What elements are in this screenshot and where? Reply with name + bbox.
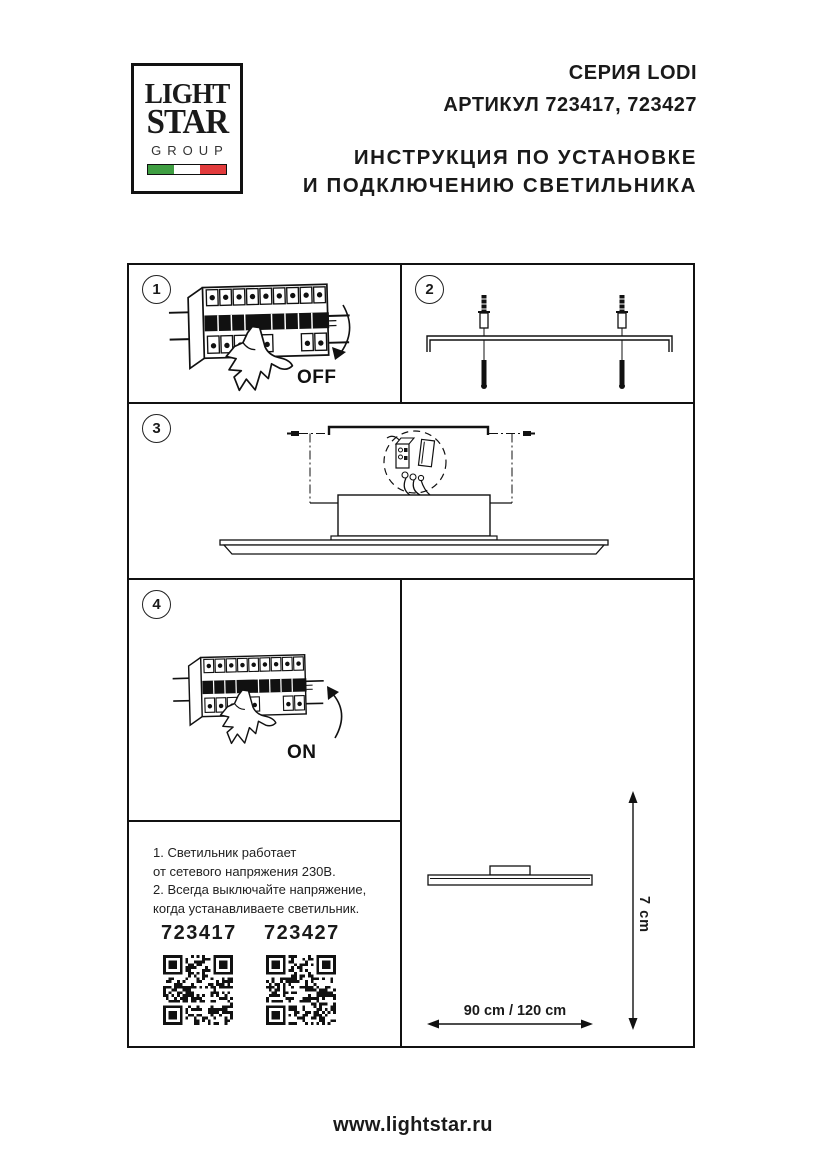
mounting-bracket: [427, 336, 672, 352]
step-number-badge: 3: [142, 414, 171, 443]
logo-star-text: STAR: [146, 102, 228, 142]
fixture-assembly-illustration: [129, 404, 693, 578]
note-line: когда устанавливаете светильник.: [153, 900, 360, 916]
circuit-breaker-on-illustration: [129, 580, 400, 820]
height-dimension-label: 7 cm: [636, 896, 652, 934]
off-label: OFF: [297, 367, 337, 388]
down-arrow: [332, 305, 350, 360]
instruction-title-line1: ИНСТРУКЦИЯ ПО УСТАНОВКЕ: [353, 146, 697, 169]
series-title: СЕРИЯ LODI: [568, 62, 697, 84]
step-panel-4: [129, 580, 402, 822]
italian-flag-bar: [147, 164, 227, 175]
document-header: [303, 62, 697, 200]
side-screw: [287, 431, 299, 436]
step-number-badge: 2: [415, 275, 444, 304]
width-dimension-label: 90 cm / 120 cm: [463, 1003, 567, 1019]
safety-notes: [153, 844, 366, 918]
magnifier-circle: [384, 431, 446, 495]
up-arrow: [327, 686, 342, 738]
flag-red-segment: [200, 165, 226, 174]
on-label: ON: [287, 742, 317, 763]
width-dimension-arrow: [427, 1020, 593, 1029]
instruction-title-line2: И ПОДКЛЮЧЕНИЮ СВЕТИЛЬНИКА: [302, 174, 697, 197]
article-qr-row: [129, 922, 400, 1030]
mounting-bracket-illustration: [402, 265, 693, 402]
screw-and-anchor: [478, 295, 490, 389]
flag-white-segment: [174, 165, 200, 174]
screw-and-anchor: [616, 295, 628, 389]
step-panel-3: [129, 404, 693, 580]
step-panel-2: [402, 265, 693, 404]
logo-group-text: GROUP: [151, 142, 229, 158]
side-screw: [523, 431, 535, 436]
note-line: 1. Светильник работает: [153, 845, 297, 860]
article-column: [161, 922, 235, 1030]
website-url: www.lightstar.ru: [333, 1114, 493, 1136]
step-number-badge: 4: [142, 590, 171, 619]
fixture-side-view-illustration: [402, 580, 693, 1046]
note-line: от сетевого напряжения 230В.: [153, 863, 336, 879]
light-panel: [220, 540, 608, 554]
lightstar-logo: [131, 63, 243, 194]
notes-panel: [129, 822, 402, 1046]
article-code: 723417: [161, 922, 237, 944]
article-code: 723427: [264, 922, 340, 944]
flag-green-segment: [148, 165, 174, 174]
instruction-grid: [127, 263, 695, 1048]
article-column: [264, 922, 338, 1030]
qr-code: [163, 955, 233, 1025]
note-line: 2. Всегда выключайте напряжение,: [153, 882, 367, 897]
dimensions-panel: [402, 580, 693, 1046]
article-numbers-title: АРТИКУЛ 723417, 723427: [443, 94, 697, 116]
logo-light-text: LIGHT: [144, 78, 230, 111]
step-panel-1: [129, 265, 402, 404]
qr-code: [266, 955, 336, 1025]
step-number-badge: 1: [142, 275, 171, 304]
